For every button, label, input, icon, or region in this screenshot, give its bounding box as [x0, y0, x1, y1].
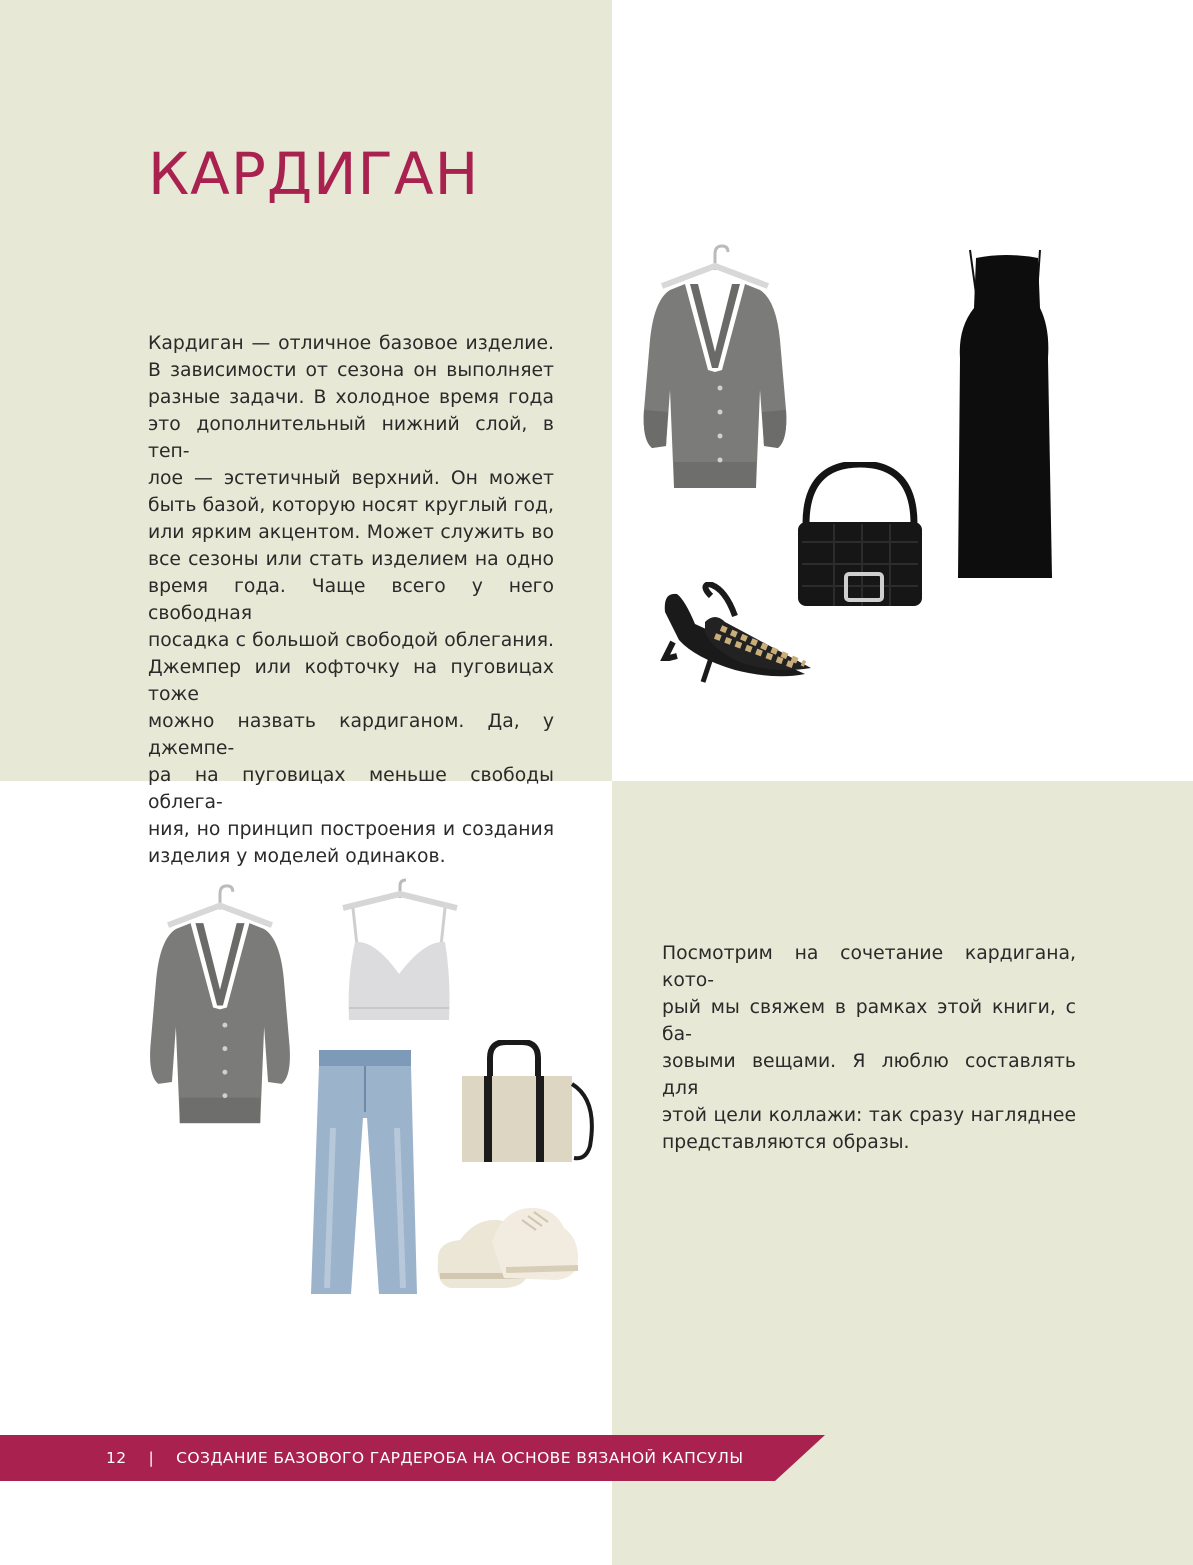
paragraph-collage-intro	[662, 940, 1076, 1156]
page-number: 12	[106, 1449, 127, 1467]
text-line: разные задачи. В холодное время года	[148, 387, 554, 408]
text-line: Посмотрим на сочетание кардигана, кото-	[662, 943, 1076, 991]
text-line: все сезоны или стать изделием на одно	[148, 549, 554, 570]
blue-jeans-image	[305, 1048, 425, 1298]
footer-banner	[0, 1435, 825, 1481]
footer-text	[106, 1435, 743, 1481]
text-line: можно назвать кардиганом. Да, у джемпе-	[148, 711, 554, 759]
text-line: ния, но принцип построения и создания	[148, 819, 554, 840]
text-line: посадка с большой свободой облегания.	[148, 630, 554, 651]
canvas-tote-bag-image	[458, 1040, 603, 1166]
text-line: этой цели коллажи: так сразу нагляднее	[662, 1105, 1076, 1126]
black-slip-dress-image	[950, 248, 1060, 583]
text-line: изделия у моделей одинаков.	[148, 846, 446, 867]
page-title: КАРДИГАН	[148, 140, 480, 208]
white-sneakers-image	[432, 1198, 582, 1298]
gray-cardigan-image	[140, 880, 300, 1130]
text-line: лое — эстетичный верхний. Он может	[148, 468, 554, 489]
text-line: ра на пуговицах меньше свободы облега-	[148, 765, 554, 813]
text-line: Кардиган — отличное базовое изделие.	[148, 333, 554, 354]
footer-separator: |	[148, 1449, 155, 1467]
paragraph-cardigan-intro	[148, 330, 554, 870]
gray-cardigan-image	[640, 240, 790, 495]
white-camisole-image	[335, 878, 465, 1028]
text-line: или ярким акцентом. Может служить во	[148, 522, 554, 543]
text-line: Джемпер или кофточку на пуговицах тоже	[148, 657, 554, 705]
text-line: время года. Чаще всего у него свободная	[148, 576, 554, 624]
text-line: рый мы свяжем в рамках этой книги, с ба-	[662, 997, 1076, 1045]
heeled-slingback-shoes-image	[655, 582, 815, 692]
footer-title: СОЗДАНИЕ БАЗОВОГО ГАРДЕРОБА НА ОСНОВЕ ВЯЗАНОЙ КАПСУЛЫ	[176, 1449, 744, 1467]
text-line: зовыми вещами. Я люблю составлять для	[662, 1051, 1076, 1099]
text-line: представляются образы.	[662, 1132, 910, 1153]
text-line: быть базой, которую носят круглый год,	[148, 495, 554, 516]
text-line: это дополнительный нижний слой, в теп-	[148, 414, 554, 462]
text-line: В зависимости от сезона он выполняет	[148, 360, 554, 381]
